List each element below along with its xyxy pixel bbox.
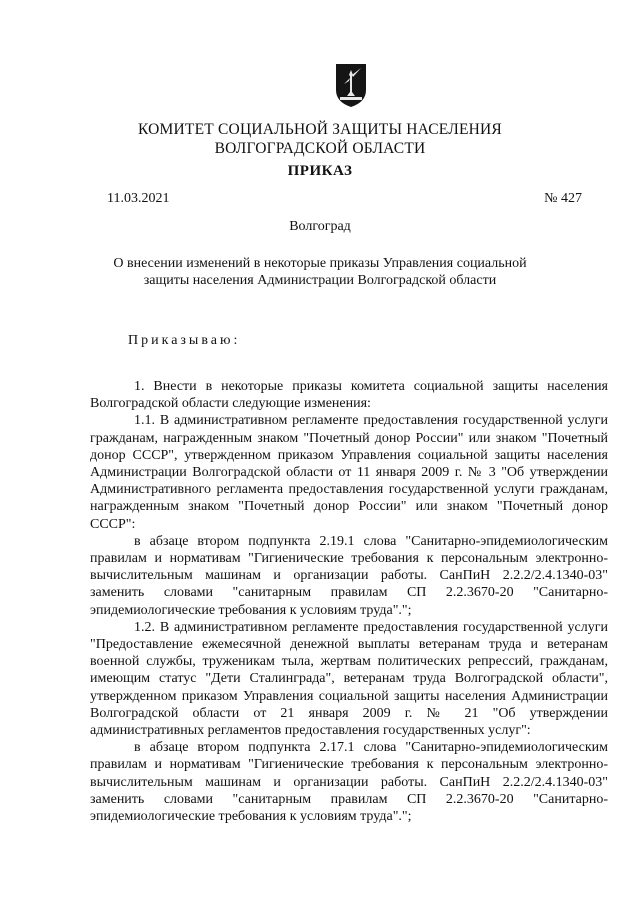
paragraph-1-2-amendment: в абзаце втором подпункта 2.17.1 слова "Санитарно-эпидемиологическим правилам и нормативам "Гигиенические требования к персональным электронно-вычислительным машинам и организации работы. СанПиН 2.2.2/2.4.1340-03" заменить словами "санитарным правилам СП 2.2.3670-20 "Санитарно-эпидемиологические требования к условиям труда"."; [90, 740, 608, 825]
document-number: № 427 [544, 191, 582, 206]
coat-of-arms-icon [334, 62, 368, 108]
document-city: Волгоград [289, 219, 351, 234]
paragraph-1-1-amendment: в абзаце втором подпункта 2.19.1 слова "Санитарно-эпидемиологическим правилам и нормативам "Гигиенические требования к персональным электронно-вычислительным машинам и организации работы. СанПиН 2.2.2/2.4.1340-03" заменить словами "санитарным правилам СП 2.2.3670-20 "Санитарно-эпидемиологические требования к условиям труда"."; [90, 533, 608, 618]
document-type: ПРИКАЗ [287, 163, 353, 179]
committee-name-line1: КОМИТЕТ СОЦИАЛЬНОЙ ЗАЩИТЫ НАСЕЛЕНИЯ [138, 121, 502, 138]
document-date: 11.03.2021 [107, 191, 170, 206]
paragraph-1: 1. Внести в некоторые приказы комитета социальной защиты населения Волгоградской области следующие изменения: [90, 379, 608, 412]
document-subject [0, 255, 640, 289]
committee-name-line2: ВОЛГОГРАДСКОЙ ОБЛАСТИ [214, 140, 426, 157]
paragraph-1-2: 1.2. В административном регламенте предоставления государственной услуги "Предоставление ежемесячной денежной выплаты ветеранам труда и ветеранам военной службы, труженикам тыла, жертвам политических репрессий, гражданам, имеющим статус "Дети Сталинграда", ветеранам труда Волгоградской области", утвержденном приказом Управления социальной защиты населения Администрации Волгоградской области от 21 января 2009 г. № 21 "Об утверждении административных регламентов предоставления государственных услуг": [90, 619, 608, 739]
subject-line2: защиты населения Администрации Волгоградской области [143, 273, 497, 288]
order-directive: Приказываю: [128, 333, 241, 348]
document-body [90, 378, 608, 825]
paragraph-1-1: 1.1. В административном регламенте предоставления государственной услуги гражданам, награжденным знаком "Почетный донор России" или знаком "Почетный донор СССР", утвержденном приказом Управления социальной защиты населения Администрации Волгоградской области от 11 января 2009 г. № 3 "Об утверждении Административного регламента предоставления государственной услуги гражданам, награжденным знаком "Почетный донор России" или знаком "Почетный донор СССР": [90, 413, 608, 532]
subject-line1: О внесении изменений в некоторые приказы Управления социальной [113, 256, 527, 271]
issuing-authority [0, 120, 640, 158]
